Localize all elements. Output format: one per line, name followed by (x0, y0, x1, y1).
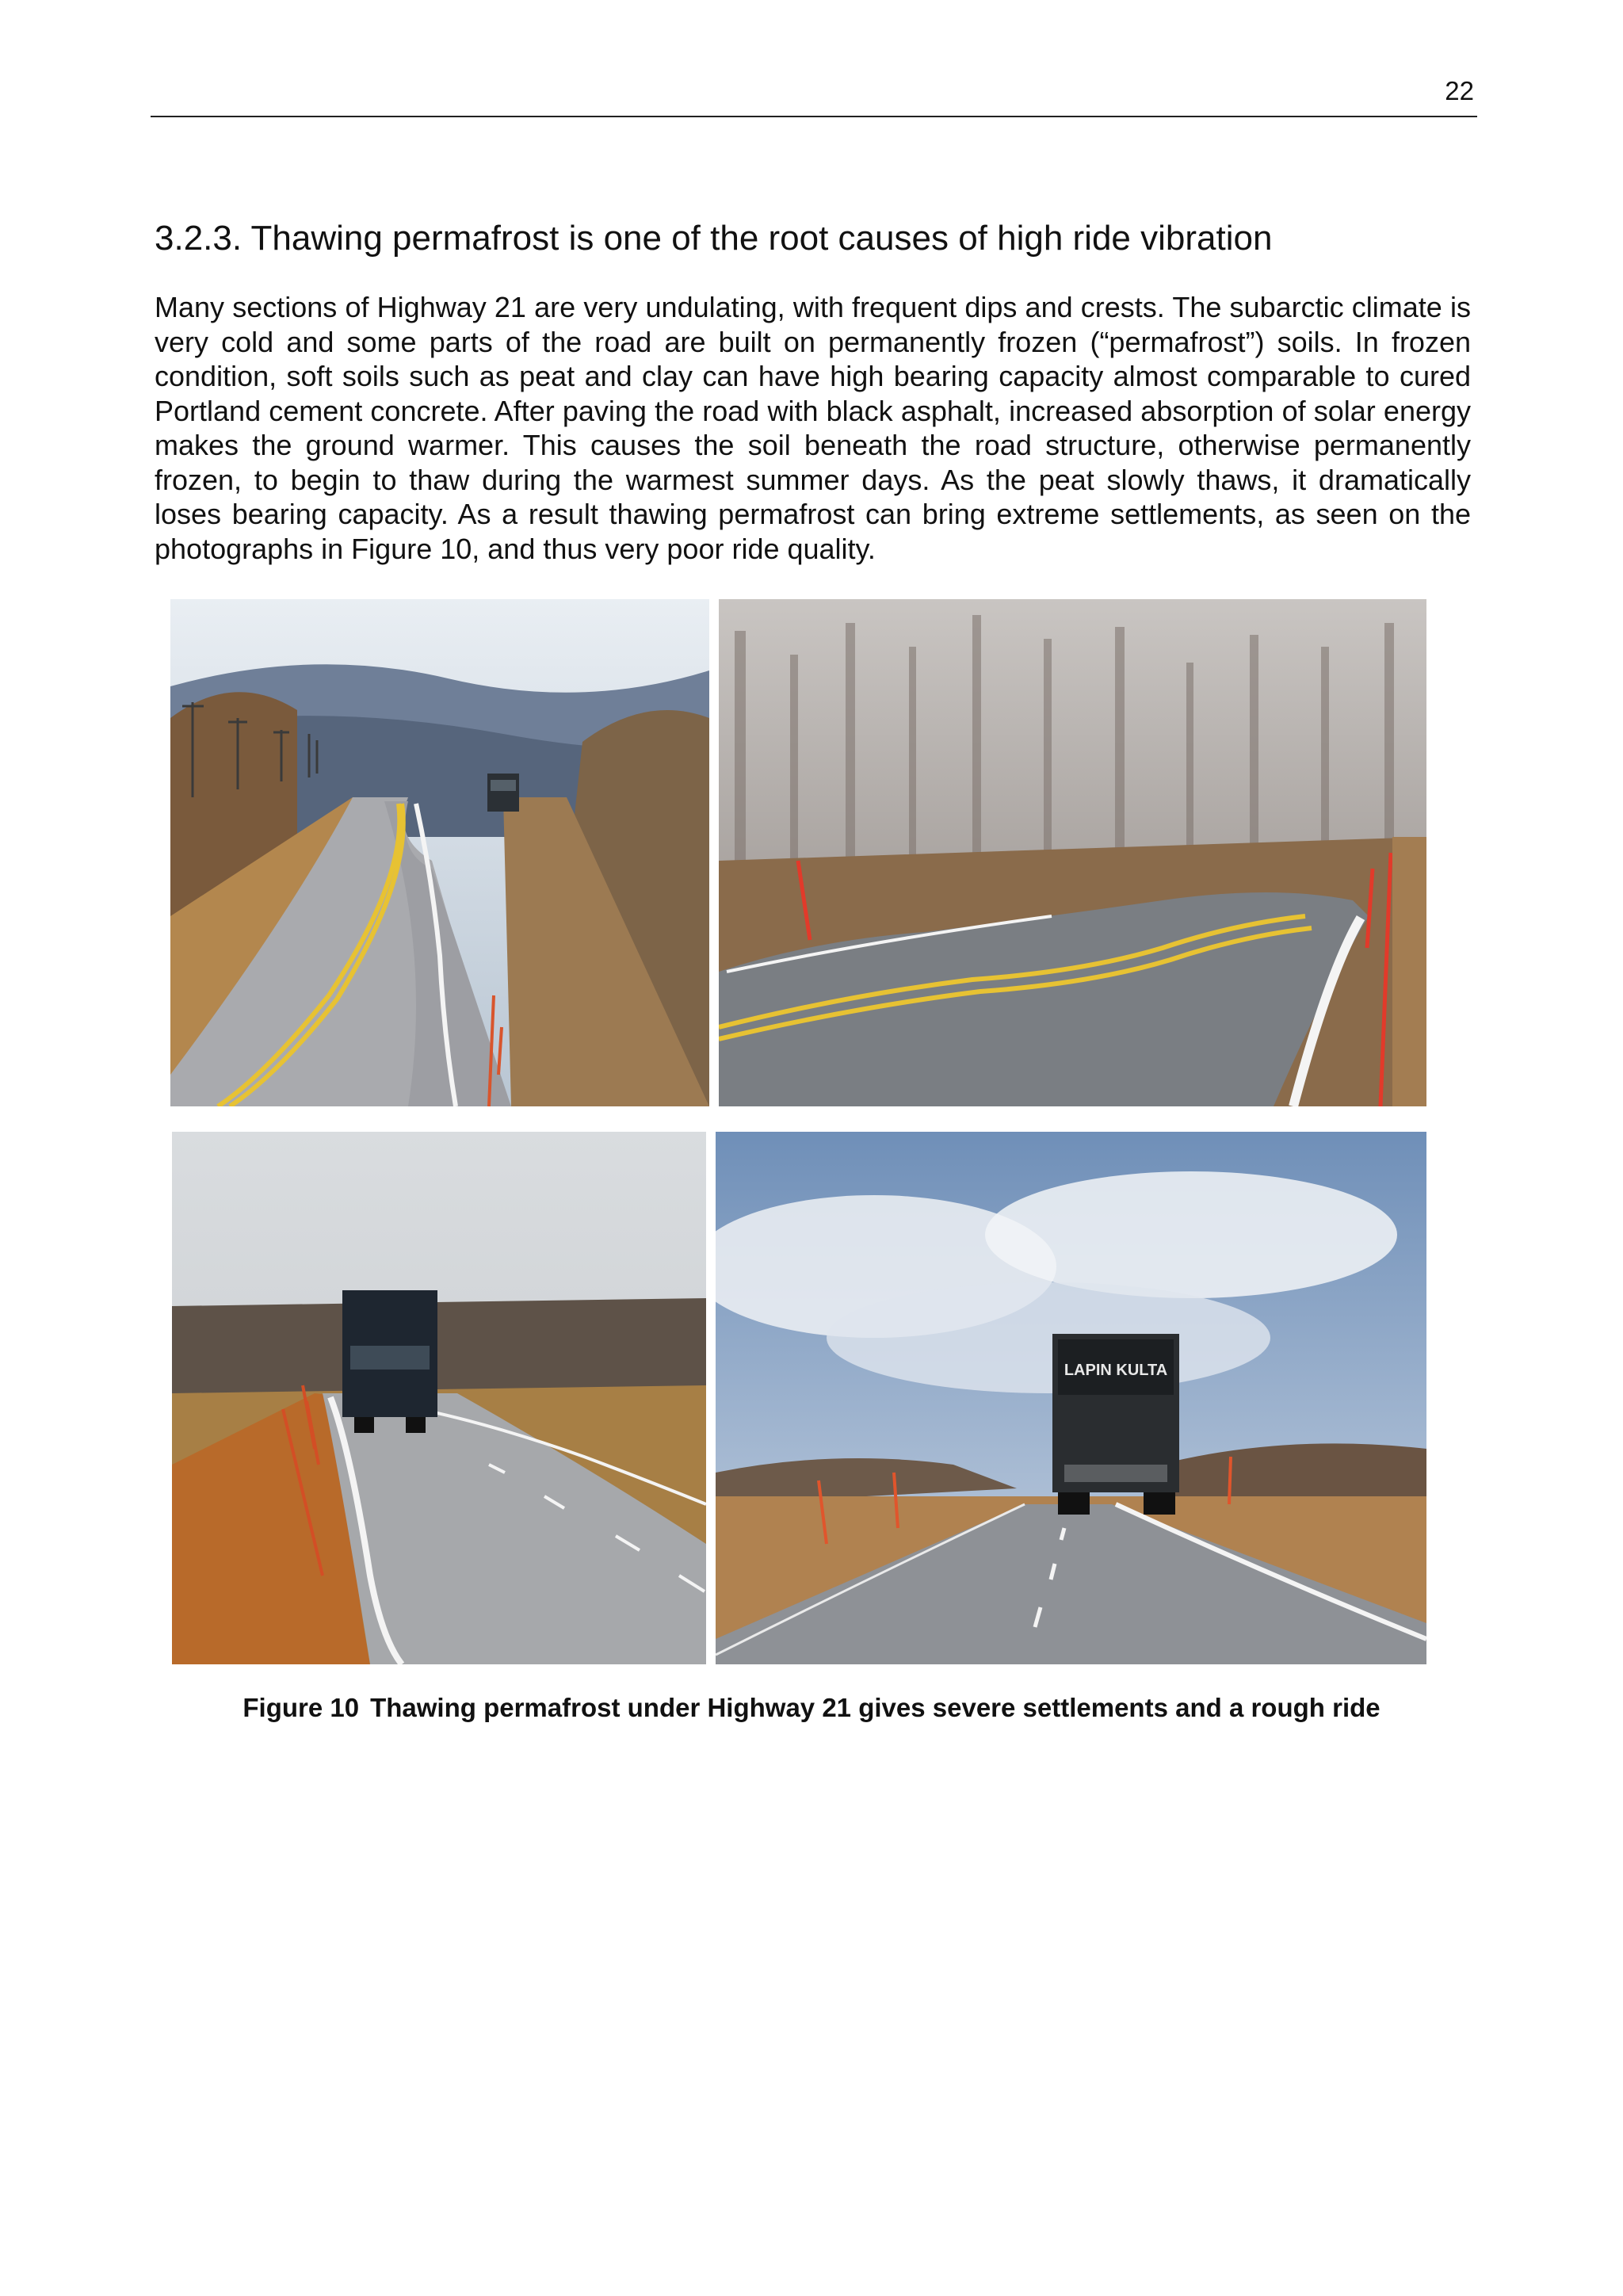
body-paragraph: Many sections of Highway 21 are very undulating, with frequent dips and crests. The subarctic climate is very cold and some parts of the road are built on permanently frozen (“permafrost”) soils. In frozen condition, soft soils such as peat and clay can have high bearing capacity almost comparable to cured Portland cement concrete. After paving the road with black asphalt, increased absorption of solar energy makes the ground warmer. This causes the soil beneath the road structure, otherwise permanently frozen, to begin to thaw during the warmest summer days. As the peat slowly thaws, it dramatically loses bearing capacity. As a result thawing permafrost can bring extreme settlements, as seen on the photographs in Figure 10, and thus very poor ride quality. (155, 291, 1471, 565)
truck-sign-text: LAPIN KULTA (1064, 1362, 1168, 1379)
figure-caption (0, 1693, 1623, 1723)
header-rule (151, 116, 1477, 117)
section-heading: 3.2.3. Thawing permafrost is one of the root causes of high ride vibration (155, 219, 1273, 258)
figure-caption-text: Thawing permafrost under Highway 21 gives severe settlements and a rough ride (370, 1693, 1381, 1722)
page-number: 22 (1445, 76, 1474, 105)
photo-road-undulating-truck-distant (170, 599, 709, 1106)
photo-road-dip-misty-forest (719, 599, 1426, 1106)
photo-road-truck-rear-lapin-kulta (716, 1132, 1426, 1664)
figure-label: Figure 10 (242, 1693, 360, 1722)
photo-road-truck-approaching (172, 1132, 706, 1664)
